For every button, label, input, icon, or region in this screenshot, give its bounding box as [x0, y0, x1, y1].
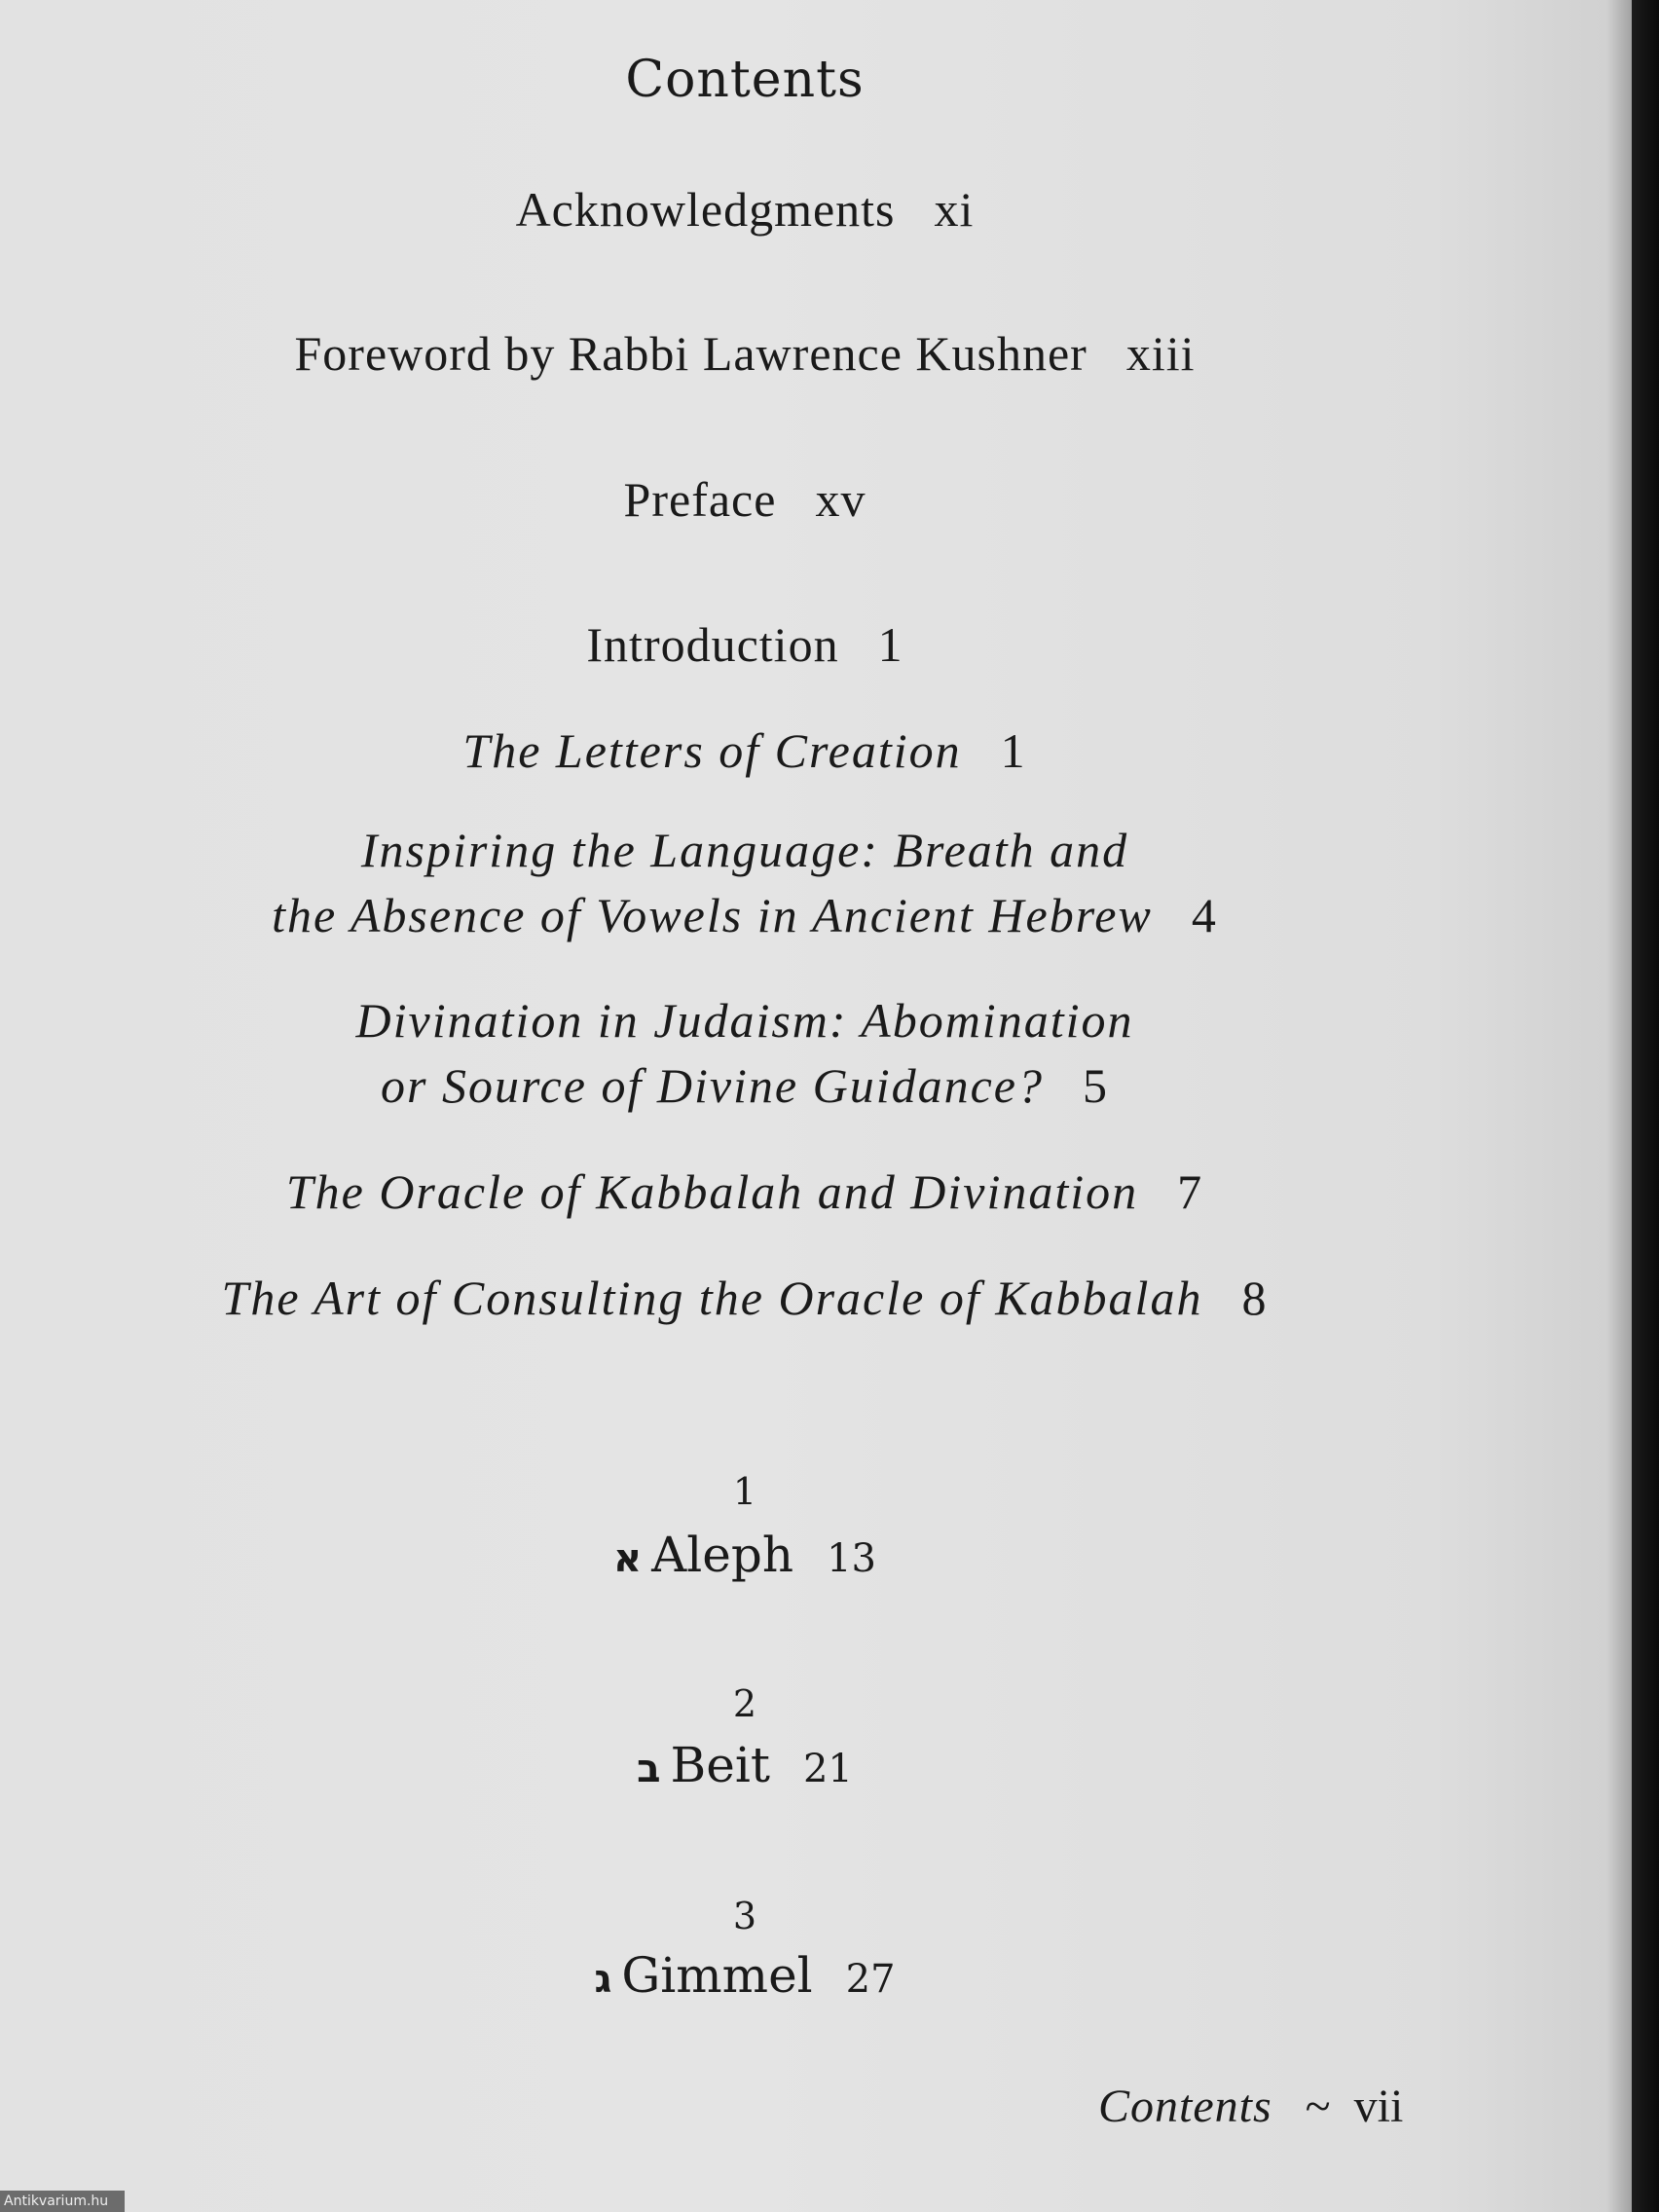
footer-page-number: vii	[1353, 2081, 1404, 2132]
contents-heading: Contents	[625, 51, 865, 109]
subentry-page: 1	[1000, 723, 1027, 778]
toc-subentry-divination-line-1	[0, 992, 1490, 1049]
subentry-title: the Absence of Vowels in Ancient Hebrew	[272, 888, 1153, 942]
hebrew-letter: א	[613, 1536, 643, 1581]
subentry-title: The Oracle of Kabbalah and Divination	[285, 1164, 1139, 1219]
running-footer	[1098, 2080, 1403, 2133]
hebrew-letter: ג	[594, 1957, 612, 2002]
entry-title: Acknowledgments	[515, 182, 896, 237]
chapter-number: 2	[732, 1682, 757, 1725]
entry-title: Preface	[623, 472, 777, 527]
toc-entry-preface	[0, 471, 1490, 528]
entry-page: xiii	[1125, 326, 1196, 381]
subentry-page: 5	[1083, 1058, 1109, 1113]
toc-subentry-inspiring-line-1	[0, 822, 1490, 878]
chapter-page: 13	[827, 1536, 876, 1581]
toc-entry-foreword	[0, 325, 1490, 382]
subentry-page: 4	[1191, 888, 1218, 942]
subentry-title: Inspiring the Language: Breath and	[360, 823, 1129, 877]
toc-subentry-art-of-consulting	[0, 1270, 1490, 1326]
toc-subentry-letters-of-creation	[0, 722, 1490, 779]
subentry-page: 7	[1177, 1164, 1204, 1219]
toc-subentry-inspiring-line-2	[0, 887, 1490, 943]
chapter-entry-aleph	[0, 1527, 1490, 1583]
chapter-page: 21	[802, 1747, 853, 1791]
subentry-title: Divination in Judaism: Abomination	[355, 993, 1134, 1048]
subentry-title: or Source of Divine Guidance?	[381, 1058, 1044, 1113]
toc-entry-acknowledgments	[0, 181, 1490, 238]
toc-entry-introduction	[0, 616, 1490, 673]
entry-page: 1	[877, 617, 903, 672]
entry-page: xi	[934, 182, 975, 237]
chapter-page: 27	[845, 1957, 896, 2002]
chapter-entry-gimmel	[0, 1947, 1490, 2004]
entry-page: xv	[815, 472, 866, 527]
entry-title: Introduction	[586, 617, 839, 672]
chapter-name: Beit	[670, 1737, 770, 1793]
toc-subentry-oracle-and-divination	[0, 1163, 1490, 1220]
chapter-entry-beit	[0, 1737, 1490, 1793]
chapter-number: 3	[732, 1895, 757, 1937]
subentry-page: 8	[1241, 1271, 1269, 1325]
watermark: Antikvarium.hu	[0, 2191, 125, 2212]
chapter-name: Aleph	[651, 1527, 794, 1583]
chapter-number: 1	[732, 1470, 757, 1513]
toc-subentry-divination-line-2	[0, 1057, 1490, 1114]
subentry-title: The Letters of Creation	[462, 723, 962, 778]
book-spine-edge	[1632, 0, 1659, 2212]
subentry-title: The Art of Consulting the Oracle of Kabbalah	[221, 1271, 1203, 1325]
page-edge-shadow	[1606, 0, 1632, 2212]
footer-title: Contents	[1098, 2081, 1272, 2132]
hebrew-letter: ב	[637, 1747, 661, 1791]
entry-title: Foreword by Rabbi Lawrence Kushner	[294, 326, 1088, 381]
footer-separator: ~	[1305, 2081, 1331, 2132]
chapter-name: Gimmel	[621, 1947, 813, 2004]
